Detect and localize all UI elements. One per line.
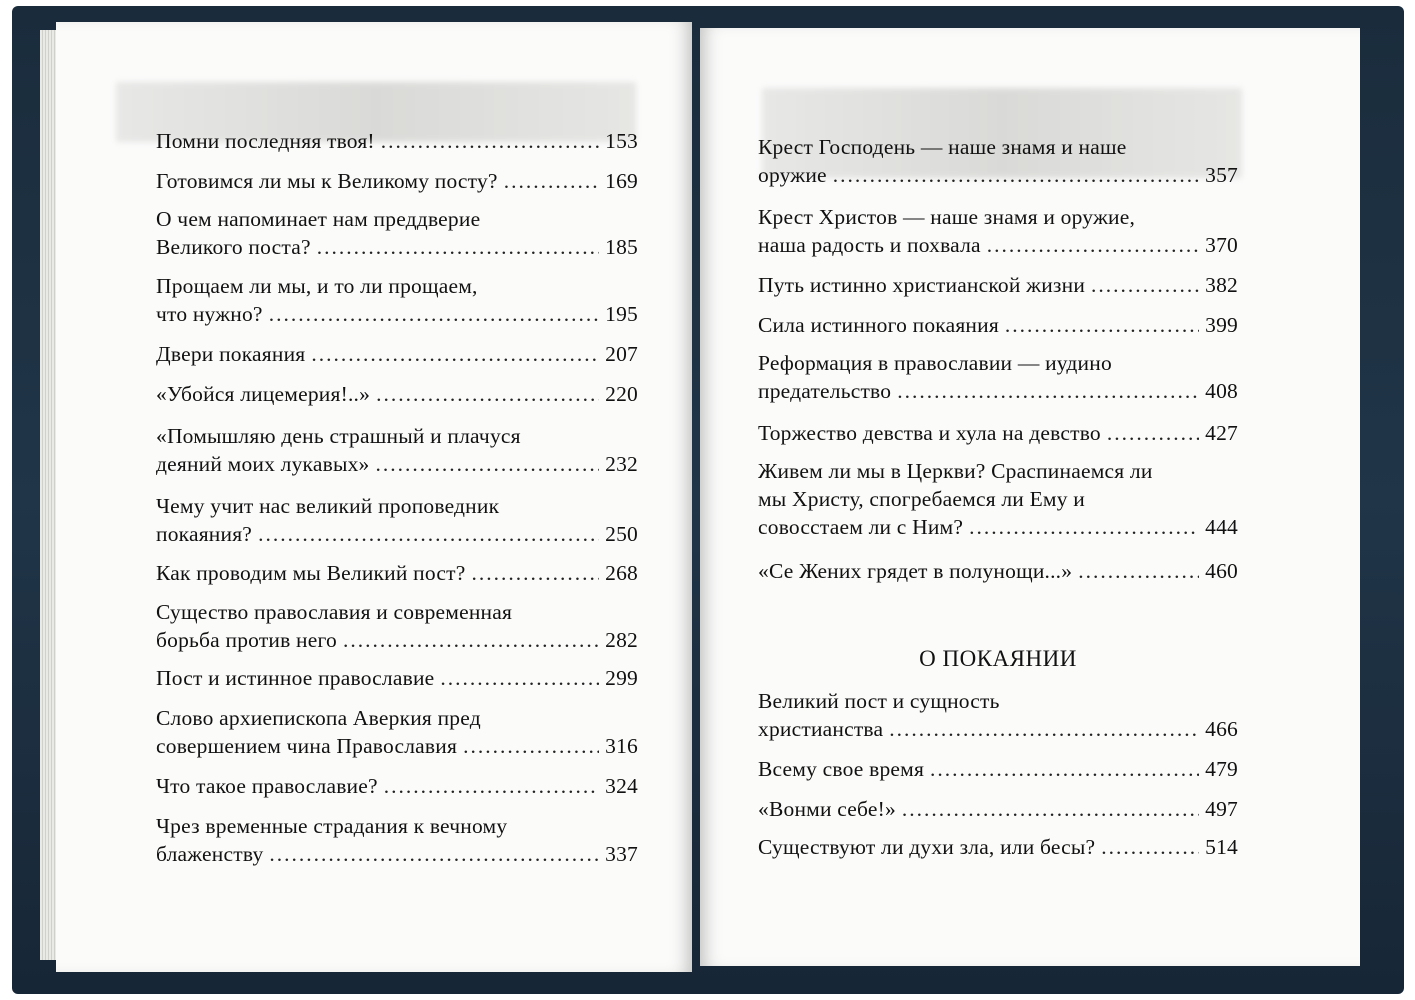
toc-entry-title: Торжество девства и хула на девство — [758, 421, 1101, 445]
toc-entry — [156, 812, 638, 868]
toc-entry-row — [758, 419, 1238, 447]
dot-leader — [1078, 557, 1199, 585]
toc-entry-row — [758, 795, 1238, 823]
toc-entry-row — [758, 557, 1238, 585]
toc-entry — [156, 559, 638, 587]
page-number: 399 — [1205, 313, 1238, 337]
toc-entry — [758, 557, 1238, 585]
page-number: 268 — [605, 561, 638, 585]
page-number: 185 — [605, 235, 638, 259]
page-number: 299 — [605, 666, 638, 690]
toc-entry — [758, 203, 1238, 259]
toc-entry — [156, 272, 638, 328]
page-number: 382 — [1205, 273, 1238, 297]
toc-entry — [156, 492, 638, 548]
page-number: 282 — [605, 628, 638, 652]
toc-entry-title: Двери покаяния — [156, 342, 306, 366]
toc-entry-row — [758, 271, 1238, 299]
toc-entry — [758, 795, 1238, 823]
toc-entry-row — [156, 340, 638, 368]
page-number: 169 — [605, 169, 638, 193]
toc-entry — [156, 704, 638, 760]
toc-entry-title: Как проводим мы Великий пост? — [156, 561, 466, 585]
toc-entry-row — [156, 626, 638, 654]
toc-entry — [758, 833, 1238, 861]
toc-entry-title: совосстаем ли с Ним? — [758, 515, 964, 539]
toc-entry-title-line: Крест Господень — наше знамя и наше — [758, 135, 1127, 159]
toc-entry-row — [156, 732, 638, 760]
toc-entry-row — [156, 380, 638, 408]
toc-entry-title: Великого поста? — [156, 235, 311, 259]
page-number: 232 — [605, 452, 638, 476]
toc-entry — [758, 755, 1238, 783]
toc-entry-row — [758, 513, 1238, 541]
toc-entry-title: предательство — [758, 379, 892, 403]
toc-entry-title-line: Крест Христов — наше знамя и оружие, — [758, 205, 1136, 229]
toc-entry-title-line: «Помышляю день страшный и плачуся — [156, 424, 521, 448]
toc-entry-row — [758, 833, 1238, 861]
dot-leader — [376, 450, 600, 478]
dot-leader — [833, 161, 1199, 189]
left-toc — [56, 22, 692, 972]
dot-leader — [1091, 271, 1199, 299]
toc-entry-row — [758, 231, 1238, 259]
toc-entry — [156, 772, 638, 800]
toc-entry — [156, 664, 638, 692]
right-toc — [700, 28, 1360, 966]
toc-entry-title-line: Слово архиепископа Аверкия пред — [156, 706, 481, 730]
dot-leader — [381, 127, 599, 155]
toc-entry-title: «Се Жених грядет в полунощи...» — [758, 559, 1073, 583]
page-number: 337 — [605, 842, 638, 866]
page-number: 324 — [605, 774, 638, 798]
toc-entry-title: совершением чина Православия — [156, 734, 458, 758]
dot-leader — [987, 231, 1199, 259]
page-number: 357 — [1205, 163, 1238, 187]
dot-leader — [969, 513, 1199, 541]
dot-leader — [930, 755, 1199, 783]
toc-entry-row — [156, 167, 638, 195]
dot-leader — [471, 559, 599, 587]
right-page — [700, 28, 1360, 966]
dot-leader — [504, 167, 599, 195]
page-number: 497 — [1205, 797, 1238, 821]
dot-leader — [384, 772, 599, 800]
toc-entry — [156, 598, 638, 654]
toc-entry — [156, 340, 638, 368]
toc-entry — [758, 271, 1238, 299]
toc-entry-row — [156, 840, 638, 868]
toc-entry-row — [758, 377, 1238, 405]
toc-entry-row — [156, 559, 638, 587]
toc-entry-title: оружие — [758, 163, 827, 187]
page-number: 220 — [605, 382, 638, 406]
toc-entry-row — [758, 755, 1238, 783]
page-number: 316 — [605, 734, 638, 758]
page-number: 444 — [1205, 515, 1238, 539]
toc-entry-row — [758, 161, 1238, 189]
page-number: 370 — [1205, 233, 1238, 257]
toc-entry-title-line: Чрез временные страдания к вечному — [156, 814, 508, 838]
toc-entry-title-line: Реформация в православии — иудино — [758, 351, 1112, 375]
page-number: 479 — [1205, 757, 1238, 781]
dot-leader — [269, 840, 599, 868]
page-number: 153 — [605, 129, 638, 153]
dot-leader — [463, 732, 599, 760]
toc-entry-title: «Убойся лицемерия!..» — [156, 382, 371, 406]
toc-entry-title: Существуют ли духи зла, или бесы? — [758, 835, 1096, 859]
toc-entry — [156, 205, 638, 261]
toc-entry-row — [156, 127, 638, 155]
toc-entry — [758, 419, 1238, 447]
page-number: 460 — [1205, 559, 1238, 583]
toc-entry — [758, 311, 1238, 339]
toc-entry-row — [156, 233, 638, 261]
dot-leader — [897, 377, 1199, 405]
page-number: 207 — [605, 342, 638, 366]
toc-entry-title: Пост и истинное православие — [156, 666, 435, 690]
toc-entry — [156, 380, 638, 408]
toc-entry-row — [758, 715, 1238, 743]
toc-entry-row — [156, 450, 638, 478]
toc-entry-title-line: Живем ли мы в Церкви? Сраспинаемся ли — [758, 459, 1153, 483]
dot-leader — [440, 664, 599, 692]
toc-entry — [156, 167, 638, 195]
toc-entry-title: Что такое православие? — [156, 774, 378, 798]
toc-entry-title-line: Чему учит нас великий проповедник — [156, 494, 500, 518]
dot-leader — [269, 300, 599, 328]
toc-entry — [156, 127, 638, 155]
section-heading: О ПОКАЯНИИ — [919, 646, 1077, 671]
page-number: 250 — [605, 522, 638, 546]
toc-entry-title: Готовимся ли мы к Великому посту? — [156, 169, 498, 193]
page-number: 514 — [1205, 835, 1238, 859]
toc-entry-title: борьба против него — [156, 628, 337, 652]
toc-entry-row — [156, 520, 638, 548]
dot-leader — [376, 380, 599, 408]
toc-entry-title: что нужно? — [156, 302, 263, 326]
page-number: 408 — [1205, 379, 1238, 403]
toc-entry-title: деяний моих лукавых» — [156, 452, 370, 476]
dot-leader — [258, 520, 599, 548]
toc-entry — [758, 133, 1238, 189]
page-number: 195 — [605, 302, 638, 326]
toc-entry-title: Всему свое время — [758, 757, 925, 781]
toc-entry-title: «Вонми себе!» — [758, 797, 896, 821]
toc-entry — [758, 349, 1238, 405]
toc-entry-row — [758, 311, 1238, 339]
toc-entry-title: Помни последняя твоя! — [156, 129, 375, 153]
page-number: 466 — [1205, 717, 1238, 741]
toc-entry — [758, 457, 1238, 541]
dot-leader — [343, 626, 599, 654]
dot-leader — [902, 795, 1199, 823]
toc-entry-title: Сила истинного покаяния — [758, 313, 999, 337]
toc-entry — [156, 422, 638, 478]
left-page — [56, 22, 692, 972]
toc-entry-title-line: Великий пост и сущность — [758, 689, 1000, 713]
page-number: 427 — [1205, 421, 1238, 445]
dot-leader — [889, 715, 1199, 743]
toc-entry-row — [156, 772, 638, 800]
toc-entry-title-line: О чем напоминает нам преддверие — [156, 207, 481, 231]
toc-entry-title-line: Существо православия и современная — [156, 600, 513, 624]
toc-entry-row — [156, 300, 638, 328]
toc-entry-title: Путь истинно христианской жизни — [758, 273, 1086, 297]
dot-leader — [311, 340, 599, 368]
dot-leader — [1101, 833, 1199, 861]
toc-entry-title-line: мы Христу, спогребаемся ли Ему и — [758, 487, 1085, 511]
toc-entry-title: покаяния? — [156, 522, 253, 546]
toc-entry-title: наша радость и похвала — [758, 233, 981, 257]
dot-leader — [1107, 419, 1199, 447]
toc-entry-title: блаженству — [156, 842, 264, 866]
toc-entry-row — [156, 664, 638, 692]
toc-entry — [758, 687, 1238, 743]
dot-leader — [317, 233, 599, 261]
toc-entry-title: христианства — [758, 717, 884, 741]
dot-leader — [1005, 311, 1199, 339]
toc-entry-title-line: Прощаем ли мы, и то ли прощаем, — [156, 274, 478, 298]
